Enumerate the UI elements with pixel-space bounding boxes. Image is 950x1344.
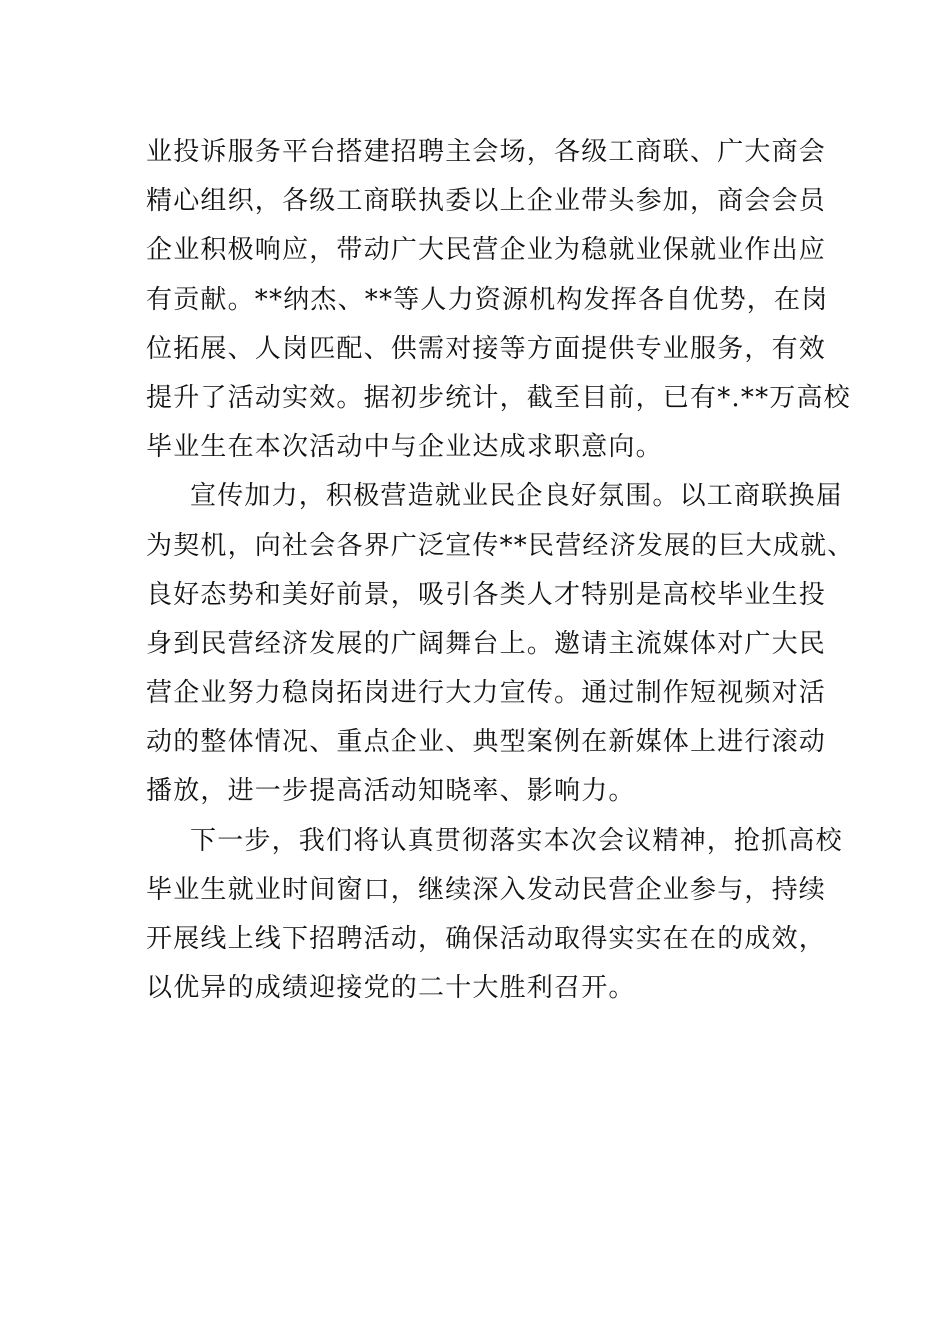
text-line: 业投诉服务平台搭建招聘主会场，各级工商联、广大商会 bbox=[146, 137, 827, 167]
text-line-first: 下一步，我们将认真贯彻落实本次会议精神，抢抓高校 bbox=[190, 825, 843, 856]
paragraph-3 bbox=[146, 817, 843, 1014]
text-line: 身到民营经济发展的广阔舞台上。邀请主流媒体对广大民 bbox=[146, 628, 827, 659]
paragraph-1 bbox=[146, 128, 851, 472]
text-line: 毕业生就业时间窗口，继续深入发动民营企业参与，持续 bbox=[146, 874, 827, 905]
text-line: 毕业生在本次活动中与企业达成求职意向。 bbox=[146, 432, 663, 463]
paragraph-2 bbox=[146, 472, 855, 816]
text-line-first: 宣传加力，积极营造就业民企良好氛围。以工商联换届 bbox=[190, 481, 843, 512]
text-line: 精心组织，各级工商联执委以上企业带头参加，商会会员 bbox=[146, 186, 827, 217]
text-line: 开展线上线下招聘活动，确保活动取得实实在在的成效， bbox=[146, 924, 827, 954]
text-line: 位拓展、人岗匹配、供需对接等方面提供专业服务，有效 bbox=[146, 333, 827, 364]
document-body bbox=[146, 128, 855, 1013]
text-line: 提升了活动实效。据初步统计，截至目前，已有*.**万高校 bbox=[146, 382, 851, 413]
text-line: 企业积极响应，带动广大民营企业为稳就业保就业作出应 bbox=[146, 235, 827, 266]
text-line: 有贡献。**纳杰、**等人力资源机构发挥各自优势，在岗 bbox=[146, 284, 829, 315]
text-line: 为契机，向社会各界广泛宣传**民营经济发展的巨大成就、 bbox=[146, 530, 855, 561]
text-line: 播放，进一步提高活动知晓率、影响力。 bbox=[146, 776, 636, 807]
text-line: 以优异的成绩迎接党的二十大胜利召开。 bbox=[146, 973, 636, 1004]
text-line: 良好态势和美好前景，吸引各类人才特别是高校毕业生投 bbox=[146, 579, 827, 610]
text-line: 动的整体情况、重点企业、典型案例在新媒体上进行滚动 bbox=[146, 727, 827, 758]
text-line: 营企业努力稳岗拓岗进行大力宣传。通过制作短视频对活 bbox=[146, 678, 827, 709]
